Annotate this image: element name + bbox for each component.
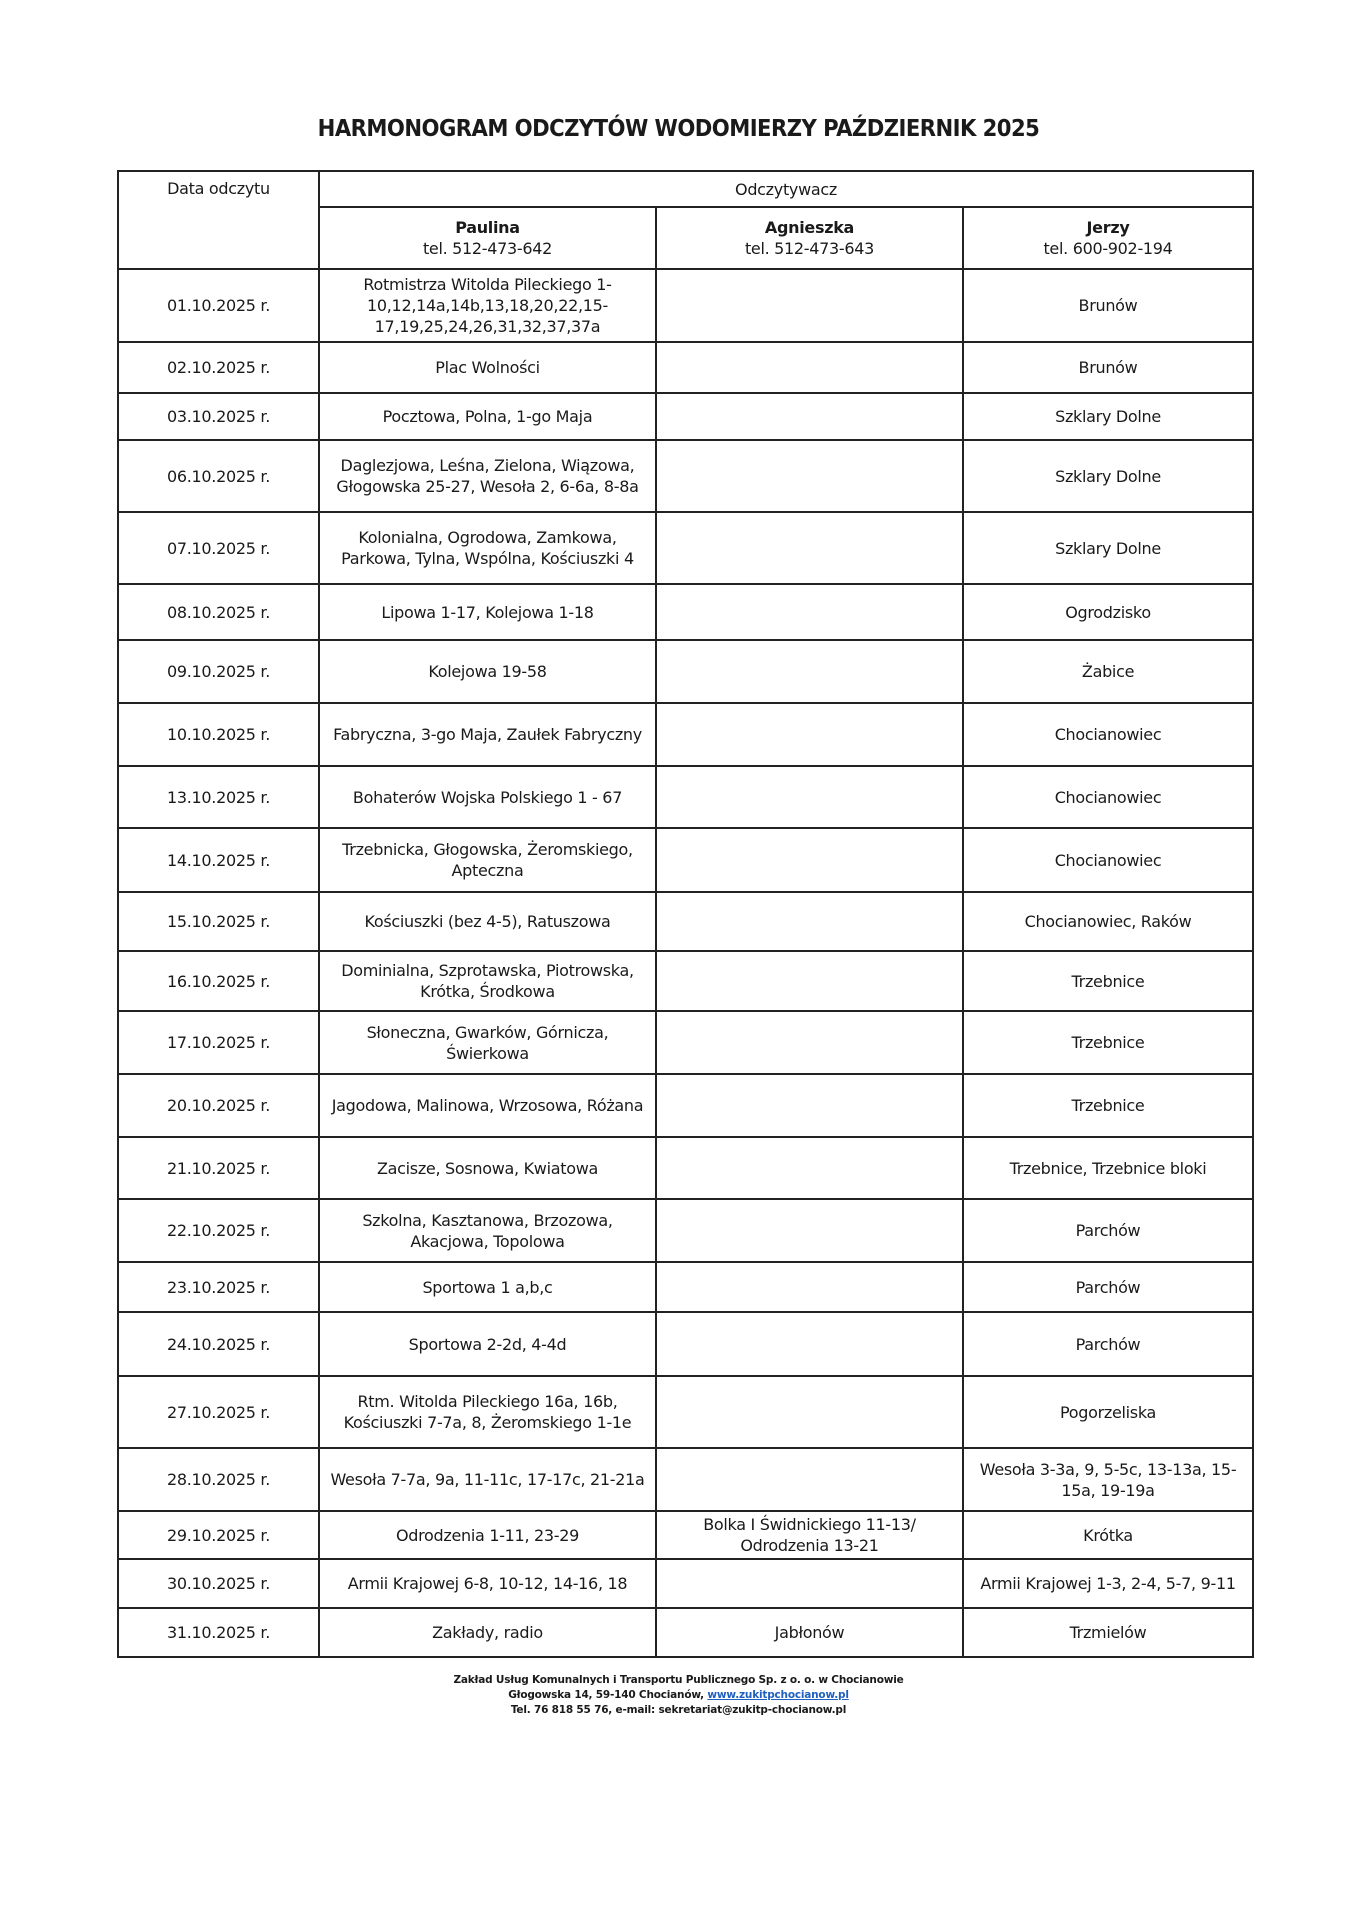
- paulina-cell: Zakłady, radio: [319, 1608, 656, 1657]
- table-row: [118, 766, 1253, 828]
- reader-name: Agnieszka: [764, 218, 855, 237]
- footer: [0, 1673, 1357, 1718]
- date-cell: 14.10.2025 r.: [118, 828, 319, 892]
- table-row: [118, 1011, 1253, 1074]
- paulina-cell: Zacisze, Sosnowa, Kwiatowa: [319, 1137, 656, 1199]
- agnieszka-cell: [656, 393, 963, 440]
- jerzy-cell: Pogorzeliska: [963, 1376, 1253, 1448]
- reader-phone: tel. 512-473-643: [744, 239, 875, 258]
- table-row: [118, 1074, 1253, 1137]
- jerzy-cell: Trzebnice: [963, 1074, 1253, 1137]
- table-row: [118, 1312, 1253, 1376]
- paulina-cell: Armii Krajowej 6-8, 10-12, 14-16, 18: [319, 1559, 656, 1608]
- date-cell: 30.10.2025 r.: [118, 1559, 319, 1608]
- table-row: [118, 1559, 1253, 1608]
- paulina-cell: Rtm. Witolda Pileckiego 16a, 16b, Kościuszki 7-7a, 8, Żeromskiego 1-1e: [319, 1376, 656, 1448]
- header-row-group: [118, 171, 1253, 207]
- reader-header-jerzy: [963, 207, 1253, 269]
- date-cell: 09.10.2025 r.: [118, 640, 319, 703]
- agnieszka-cell: [656, 892, 963, 951]
- paulina-cell: Sportowa 2-2d, 4-4d: [319, 1312, 656, 1376]
- paulina-cell: Szkolna, Kasztanowa, Brzozowa, Akacjowa, Topolowa: [319, 1199, 656, 1262]
- table-row: [118, 342, 1253, 393]
- agnieszka-cell: [656, 1011, 963, 1074]
- date-cell: 06.10.2025 r.: [118, 440, 319, 512]
- jerzy-cell: Żabice: [963, 640, 1253, 703]
- agnieszka-cell: [656, 703, 963, 766]
- date-cell: 20.10.2025 r.: [118, 1074, 319, 1137]
- table-row: [118, 1137, 1253, 1199]
- reader-phone: tel. 600-902-194: [1043, 239, 1173, 258]
- table-row: [118, 892, 1253, 951]
- reader-header-agnieszka: [656, 207, 963, 269]
- jerzy-cell: Trzebnice, Trzebnice bloki: [963, 1137, 1253, 1199]
- jerzy-cell: Ogrodzisko: [963, 584, 1253, 640]
- agnieszka-cell: [656, 951, 963, 1011]
- agnieszka-cell: [656, 828, 963, 892]
- date-cell: 02.10.2025 r.: [118, 342, 319, 393]
- paulina-cell: Kościuszki (bez 4-5), Ratuszowa: [319, 892, 656, 951]
- paulina-cell: Rotmistrza Witolda Pileckiego 1-10,12,14a,14b,13,18,20,22,15-17,19,25,24,26,31,32,37,37a: [319, 269, 656, 342]
- jerzy-cell: Wesoła 3-3a, 9, 5-5c, 13-13a, 15-15a, 19-19a: [963, 1448, 1253, 1511]
- table-row: [118, 584, 1253, 640]
- agnieszka-cell: [656, 1262, 963, 1312]
- paulina-cell: Daglezjowa, Leśna, Zielona, Wiązowa, Głogowska 25-27, Wesoła 2, 6-6a, 8-8a: [319, 440, 656, 512]
- table-row: [118, 703, 1253, 766]
- date-cell: 27.10.2025 r.: [118, 1376, 319, 1448]
- date-cell: 07.10.2025 r.: [118, 512, 319, 584]
- jerzy-cell: Chocianowiec: [963, 766, 1253, 828]
- agnieszka-cell: Jabłonów: [656, 1608, 963, 1657]
- jerzy-cell: Parchów: [963, 1312, 1253, 1376]
- reading-schedule-table: [117, 170, 1254, 1658]
- table-row: [118, 512, 1253, 584]
- table-row: [118, 640, 1253, 703]
- agnieszka-cell: [656, 1559, 963, 1608]
- date-cell: 17.10.2025 r.: [118, 1011, 319, 1074]
- jerzy-cell: Parchów: [963, 1199, 1253, 1262]
- footer-address: Głogowska 14, 59-140 Chocianów,: [508, 1689, 708, 1701]
- reader-name: Paulina: [455, 218, 520, 237]
- agnieszka-cell: [656, 766, 963, 828]
- agnieszka-cell: [656, 1312, 963, 1376]
- paulina-cell: Pocztowa, Polna, 1-go Maja: [319, 393, 656, 440]
- date-cell: 08.10.2025 r.: [118, 584, 319, 640]
- agnieszka-cell: [656, 584, 963, 640]
- jerzy-cell: Szklary Dolne: [963, 440, 1253, 512]
- agnieszka-cell: Bolka I Świdnickiego 11-13/ Odrodzenia 13-21: [656, 1511, 963, 1559]
- reader-phone: tel. 512-473-642: [422, 239, 553, 258]
- table-row: [118, 1262, 1253, 1312]
- jerzy-cell: Trzebnice: [963, 1011, 1253, 1074]
- paulina-cell: Bohaterów Wojska Polskiego 1 - 67: [319, 766, 656, 828]
- footer-contact: Tel. 76 818 55 76, e-mail: sekretariat@zukitp-chocianow.pl: [510, 1704, 847, 1716]
- paulina-cell: Plac Wolności: [319, 342, 656, 393]
- jerzy-cell: Trzebnice: [963, 951, 1253, 1011]
- paulina-cell: Odrodzenia 1-11, 23-29: [319, 1511, 656, 1559]
- date-column-header: Data odczytu: [118, 171, 319, 269]
- table-row: [118, 1199, 1253, 1262]
- date-cell: 13.10.2025 r.: [118, 766, 319, 828]
- reader-header-paulina: [319, 207, 656, 269]
- table-row: [118, 951, 1253, 1011]
- table-row: [118, 1608, 1253, 1657]
- agnieszka-cell: [656, 1448, 963, 1511]
- date-cell: 31.10.2025 r.: [118, 1608, 319, 1657]
- date-cell: 16.10.2025 r.: [118, 951, 319, 1011]
- paulina-cell: Lipowa 1-17, Kolejowa 1-18: [319, 584, 656, 640]
- footer-address-line: [0, 1688, 1357, 1703]
- date-cell: 24.10.2025 r.: [118, 1312, 319, 1376]
- paulina-cell: Trzebnicka, Głogowska, Żeromskiego, Apteczna: [319, 828, 656, 892]
- date-cell: 21.10.2025 r.: [118, 1137, 319, 1199]
- table-row: [118, 1511, 1253, 1559]
- paulina-cell: Kolejowa 19-58: [319, 640, 656, 703]
- paulina-cell: Fabryczna, 3-go Maja, Zaułek Fabryczny: [319, 703, 656, 766]
- paulina-cell: Kolonialna, Ogrodowa, Zamkowa, Parkowa, Tylna, Wspólna, Kościuszki 4: [319, 512, 656, 584]
- jerzy-cell: Chocianowiec: [963, 703, 1253, 766]
- paulina-cell: Słoneczna, Gwarków, Górnicza, Świerkowa: [319, 1011, 656, 1074]
- agnieszka-cell: [656, 1376, 963, 1448]
- table-row: [118, 1376, 1253, 1448]
- jerzy-cell: Brunów: [963, 342, 1253, 393]
- jerzy-cell: Chocianowiec, Raków: [963, 892, 1253, 951]
- paulina-cell: Wesoła 7-7a, 9a, 11-11c, 17-17c, 21-21a: [319, 1448, 656, 1511]
- footer-company: Zakład Usług Komunalnych i Transportu Publicznego Sp. z o. o. w Chocianowie: [453, 1674, 904, 1686]
- jerzy-cell: Szklary Dolne: [963, 512, 1253, 584]
- agnieszka-cell: [656, 1137, 963, 1199]
- agnieszka-cell: [656, 269, 963, 342]
- date-cell: 10.10.2025 r.: [118, 703, 319, 766]
- website-link[interactable]: www.zukitpchocianow.pl: [707, 1689, 849, 1701]
- date-cell: 28.10.2025 r.: [118, 1448, 319, 1511]
- jerzy-cell: Armii Krajowej 1-3, 2-4, 5-7, 9-11: [963, 1559, 1253, 1608]
- jerzy-cell: Parchów: [963, 1262, 1253, 1312]
- jerzy-cell: Chocianowiec: [963, 828, 1253, 892]
- table-row: [118, 440, 1253, 512]
- table-row: [118, 1448, 1253, 1511]
- paulina-cell: Jagodowa, Malinowa, Wrzosowa, Różana: [319, 1074, 656, 1137]
- date-cell: 01.10.2025 r.: [118, 269, 319, 342]
- jerzy-cell: Krótka: [963, 1511, 1253, 1559]
- date-cell: 15.10.2025 r.: [118, 892, 319, 951]
- agnieszka-cell: [656, 342, 963, 393]
- agnieszka-cell: [656, 512, 963, 584]
- jerzy-cell: Szklary Dolne: [963, 393, 1253, 440]
- agnieszka-cell: [656, 1074, 963, 1137]
- table-row: [118, 393, 1253, 440]
- reader-group-header: Odczytywacz: [319, 171, 1253, 207]
- paulina-cell: Dominialna, Szprotawska, Piotrowska, Krótka, Środkowa: [319, 951, 656, 1011]
- paulina-cell: Sportowa 1 a,b,c: [319, 1262, 656, 1312]
- date-cell: 23.10.2025 r.: [118, 1262, 319, 1312]
- jerzy-cell: Trzmielów: [963, 1608, 1253, 1657]
- date-cell: 03.10.2025 r.: [118, 393, 319, 440]
- date-cell: 29.10.2025 r.: [118, 1511, 319, 1559]
- jerzy-cell: Brunów: [963, 269, 1253, 342]
- page-title: HARMONOGRAM ODCZYTÓW WODOMIERZY PAŹDZIERNIK 2025: [317, 116, 1040, 142]
- table-row: [118, 269, 1253, 342]
- table-row: [118, 828, 1253, 892]
- agnieszka-cell: [656, 640, 963, 703]
- agnieszka-cell: [656, 440, 963, 512]
- agnieszka-cell: [656, 1199, 963, 1262]
- reader-name: Jerzy: [1086, 218, 1130, 237]
- date-cell: 22.10.2025 r.: [118, 1199, 319, 1262]
